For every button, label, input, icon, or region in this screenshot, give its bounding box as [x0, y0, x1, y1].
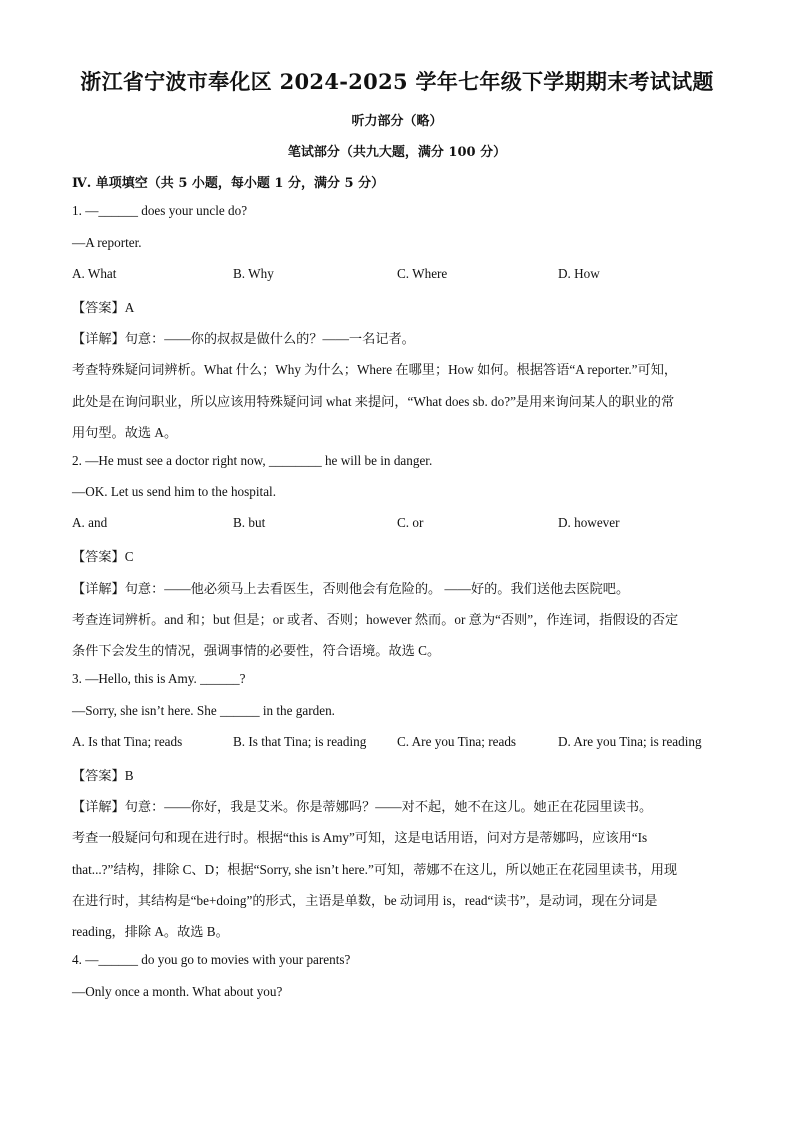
question-1-reply: —A reporter. — [72, 235, 142, 250]
question-2-detail-line-2: 考查连词辨析。and 和；but 但是；or 或者、否则；however 然而。or 意为“否则”，作连词，指假设的否定 — [72, 612, 679, 627]
question-2-stem: 2. —He must see a doctor right now, ________ he will be in danger. — [72, 453, 433, 468]
question-1-option-a: A. What — [72, 266, 117, 281]
question-3-stem: 3. —Hello, this is Amy. ______? — [72, 671, 246, 686]
question-2-option-c: C. or — [397, 515, 424, 530]
question-3-option-d: D. Are you Tina; is reading — [558, 734, 702, 749]
question-3-detail-line-4: 在进行时，其结构是“be+doing”的形式，主语是单数，be 动词用 is，read“读书”，是动词，现在分词是 — [72, 893, 658, 908]
question-2-detail-line-1: 【详解】句意：——他必须马上去看医生，否则他会有危险的。 ——好的。我们送他去医院吧。 — [72, 581, 630, 596]
question-2-option-d: D. however — [558, 515, 620, 530]
question-1-answer: 【答案】A — [72, 300, 135, 315]
section-heading: Ⅳ. 单项填空（共 5 小题，每小题 1 分，满分 5 分） — [72, 176, 385, 191]
question-3-detail-line-2: 考查一般疑问句和现在进行时。根据“this is Amy”可知，这是电话用语，问对方是蒂娜吗，应该用“Is — [72, 830, 648, 845]
document-title: 浙江省宁波市奉化区 2024-2025 学年七年级下学期期末考试试题 — [80, 69, 714, 94]
question-4-stem: 4. —______ do you go to movies with your parents? — [72, 952, 351, 967]
question-2-reply: —OK. Let us send him to the hospital. — [72, 484, 277, 499]
question-3-option-a: A. Is that Tina; reads — [72, 734, 183, 749]
question-1-detail-line-2: 考查特殊疑问词辨析。What 什么；Why 为什么；Where 在哪里；How 如何。根据答语“A reporter.”可知， — [72, 362, 678, 377]
listening-section-heading: 听力部分（略） — [351, 114, 443, 129]
question-3-answer: 【答案】B — [72, 768, 134, 783]
question-1-stem: 1. —______ does your uncle do? — [72, 203, 248, 218]
question-2-answer: 【答案】C — [72, 549, 134, 564]
question-4-reply: —Only once a month. What about you? — [72, 984, 283, 999]
question-1-option-c: C. Where — [397, 266, 448, 281]
question-2-option-a: A. and — [72, 515, 108, 530]
question-3-detail-line-5: reading，排除 A。故选 B。 — [72, 924, 229, 939]
question-1-option-b: B. Why — [233, 266, 274, 281]
question-1-detail-line-1: 【详解】句意：——你的叔叔是做什么的？——一名记者。 — [72, 331, 415, 346]
question-3-reply: —Sorry, she isn’t here. She ______ in the garden. — [72, 703, 335, 718]
question-1-detail-line-3: 此处是在询问职业，所以应该用特殊疑问词 what 来提问，“What does sb. do?”是用来询问某人的职业的常 — [72, 394, 675, 409]
written-section-heading: 笔试部分（共九大题，满分 100 分） — [287, 145, 507, 160]
question-3-option-c: C. Are you Tina; reads — [397, 734, 517, 749]
question-1-detail-line-4: 用句型。故选 A。 — [72, 425, 178, 440]
question-3-option-b: B. Is that Tina; is reading — [233, 734, 367, 749]
question-3-detail-line-1: 【详解】句意：——你好，我是艾米。你是蒂娜吗？——对不起，她不在这儿。她正在花园里读书。 — [72, 799, 653, 814]
question-2-option-b: B. but — [233, 515, 266, 530]
question-3-detail-line-3: that...?”结构，排除 C、D；根据“Sorry, she isn’t here.”可知，蒂娜不在这儿，所以她正在花园里读书，用现 — [72, 862, 678, 877]
question-1-option-d: D. How — [558, 266, 600, 281]
question-2-detail-line-3: 条件下会发生的情况，强调事情的必要性，符合语境。故选 C。 — [72, 643, 441, 658]
